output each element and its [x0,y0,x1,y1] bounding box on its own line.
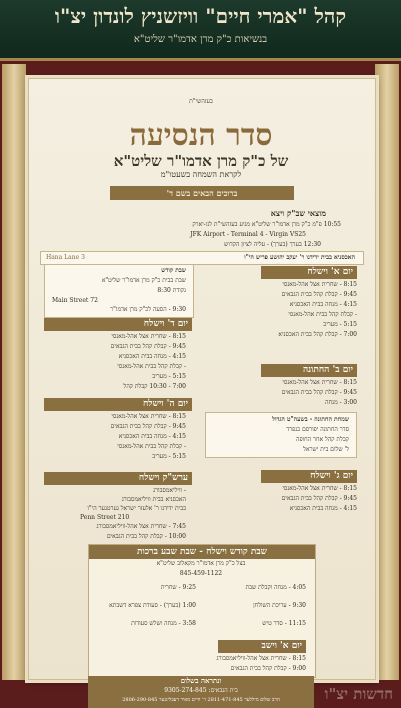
right-pillar [375,64,399,680]
departure-line-2: JFK Airport - Terminal 4 - Virgin VS25 [190,231,306,238]
boxA-line-1: שבת בבית כ"ק מרן אדמו"ר שליט"א [101,277,186,284]
day5-row-5: 5:15 - מעריב [152,453,186,460]
shabbat-left-3: 3:58 - מנחה ושלש סעודות [131,620,196,627]
boxA-header: שבת קודש [161,267,186,274]
day3-row-3: 4:15 - מנחה בבית האכסניא [289,505,357,512]
wedding-line-4: ל' שלום בית ישראל [303,446,349,453]
day4-row-5: 5:15 - מעריב [152,373,186,380]
day5-title: יום ה' וישלח [44,398,192,411]
day6-row-3: בבית ידידנו ר' אלעזר ישראל גערטנער הי"ו [87,505,186,512]
day5-row-1: 8:15 - שחרית אצל אהל-מאנסי [111,413,186,420]
shabbat-left-1: 9:25 - שחרית [160,584,196,591]
footer-band [88,676,314,708]
boxA-line-4: 9:30 - הסעה לכ"ק מרן אדמו"ר [110,306,186,313]
day3-title: יום ג' וישלח [261,470,357,483]
page-subtitle: של כ"ק מרן אדמו"ר שליט"א [113,152,289,170]
shabbat-right-2: 9:30 - עריכת השולחן [253,602,306,609]
left-pillar [2,64,26,680]
day7-row-1: 8:15 - שחרית אצל אהל-וויליאמסבורג [216,655,306,662]
day1-row-4: - קבלת קהל בבית אהל-מאנסי [288,311,357,318]
day2-title: יום ב' החתונה [261,364,357,377]
footer-line-1: בית הגבאים: 9305-274-845 [164,687,238,694]
wedding-line-1: שמחת החתונה - בשעה"ט הגדול [272,416,349,423]
wedding-line-2: סדר החתונה יפורסם בנפרד [286,426,349,433]
departure-line-4: האכסניא בבית ידידנו ר' יעקב יהושע פריש הי"ו [244,254,355,261]
watermark: חדשות יצ"ו [324,685,393,703]
day4-title: יום ד' וישלח [44,318,192,331]
day1-row-3: 4:15 - מנחה בבית האכסניא [289,301,357,308]
boxA-line-2: נקודת 8:30 [157,287,186,294]
day4-row-3: 4:15 - מנחה בבית האכסניא [118,353,186,360]
shabbat-title: שבת קודש וישלח - שבת שבע ברכות [89,545,315,559]
closing-text: ונתראה בשלום [180,676,222,685]
day1-row-5: 5:15 - מעריב [323,321,357,328]
day6-row-5: 7:45 - שחרית אצל אהל-וויליאמסבורג [96,523,186,530]
day7-title: יום א' וישב [218,640,306,653]
day3-row-2: 9:45 - קבלת קהל בבית הגבאים [281,495,357,502]
shabbat-left-2: 1:00 (בערך) - סעודת צפרא דשבתא [109,602,196,609]
wedding-line-3: קבלת קהל אחר החופה [296,436,349,443]
day6-row-2: האכסניא בבית וויליאמסבורג [121,496,186,503]
footer-line-2: הרב שלום מיללער 2811-471-845 ר' חיים מאיר דעבלינגער 2806-290-845 [122,697,280,703]
departure-line-3: 12:30 בערך (בערך) - עליה לציון הקדוש [224,241,321,248]
lodging-address: 3 Hana Lane [46,254,85,261]
day1-row-2: 9:45 - קבלת קהל בבית הגבאים [281,291,357,298]
purpose-text: לקראת השמחה בשעטו"מ [160,170,242,179]
day5-row-4: - קבלת קהל בבית אהל-מאנסי [117,443,186,450]
day3-row-1: 8:15 - שחרית אצל אהל-מאנסי [282,485,357,492]
welcome-band: ברוכים הבאים בשם ד' [110,186,294,200]
boxA-line-3: 72 Main Street [52,297,98,304]
departure-header: מוצאי שב"ק ויצא [270,208,326,218]
day1-row-1: 8:15 - שחרית אצל אהל-מאנסי [282,281,357,288]
day2-row-1: 8:15 - שחרית אצל אהל-מאנסי [282,379,357,386]
page-header [0,0,401,61]
day2-row-3: 3:00 - מנחה [325,399,357,406]
day4-row-6: 7:00 - 10:30 קבלת קהל [123,383,186,390]
day6-row-1: - וויליאמסבורג [153,487,186,494]
day4-row-2: 9:45 - קבלת קהל בבית הגבאים [110,343,186,350]
day4-row-4: - קבלת קהל בבית אהל-מאנסי [117,363,186,370]
intro-text: בעזהשי"ת [189,98,213,105]
day6-row-4: 210 Penn Street [80,514,130,521]
header-subtitle: בנשיאות כ"ק מרן אדמו"ר שליט"א [133,34,268,45]
page-title: סדר הנסיעה [129,118,273,153]
header-title: קהל "אמרי חיים" וויזשניץ לונדון יצ"ו [54,4,347,28]
day1-title: יום א' וישלח [261,266,357,279]
day5-row-3: 4:15 - מנחה בבית האכסניא [118,433,186,440]
day7-row-2: 9:00 - קבלת קהל בבית הגבאים [230,665,306,672]
shabbat-right-3: 11:15 - סדר טיש [262,620,306,627]
day4-row-1: 8:15 - שחרית אצל אהל-מאנסי [111,333,186,340]
day1-row-6: 7:00 - קבלת קהל בבית האכסניא [278,331,357,338]
shabbat-right-1: 4:05 - מנחה וקבלת שבת [245,584,306,591]
day5-row-2: 9:45 - קבלת קהל בבית הגבאים [110,423,186,430]
day6-title: ערש"ק וישלח [44,472,192,485]
shabbat-phone: 845-459-1122 [179,570,223,577]
departure-line-1: 10:55 פ"מ כ"ק מרן אדמו"ר שליט"א מגיע בעזהשי"ת לנו-יארק [192,221,341,228]
shabbat-subtitle: בצל כ"ק מרן אדמו"ר מקאלוב שליט"א [156,560,246,567]
day6-row-6: 10:00 - קבלת קהל בבית הגבאים [106,533,186,540]
day2-row-2: 9:45 - קבלת קהל בבית הגבאים [281,389,357,396]
